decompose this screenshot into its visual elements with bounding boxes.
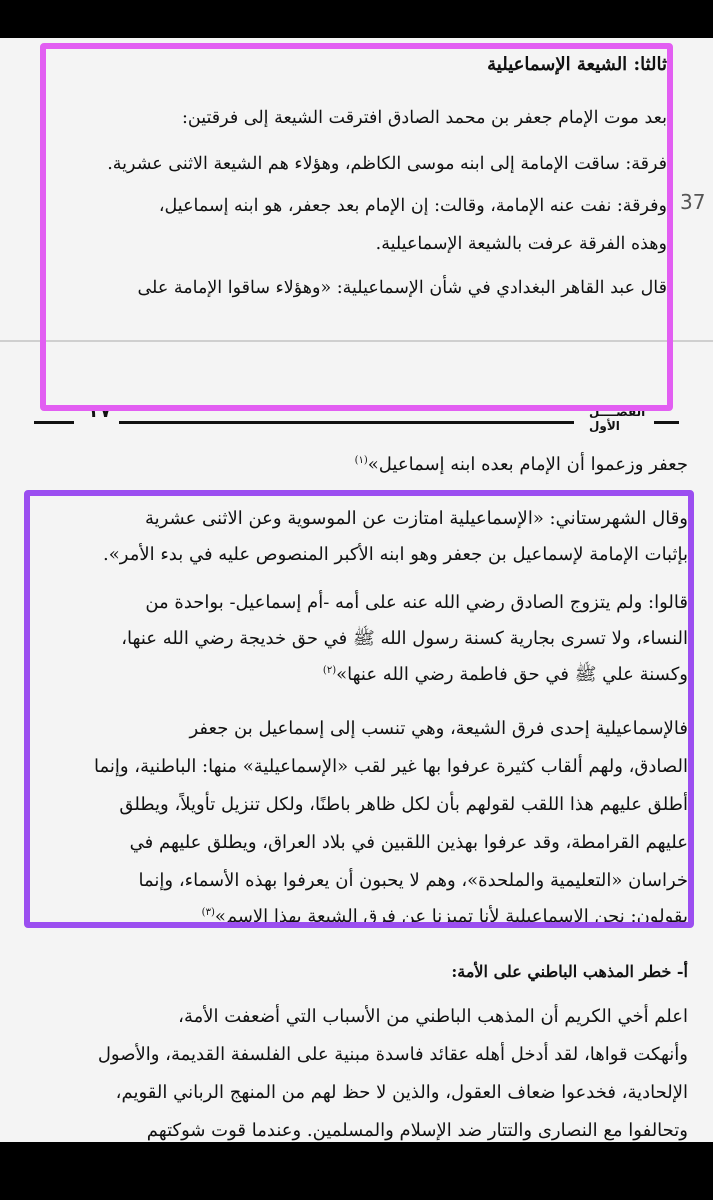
book-page bbox=[0, 38, 713, 1142]
chapter-title: الفصــــل الأول bbox=[589, 405, 646, 433]
continuation-line: جعفر وزعموا أن الإمام بعده ابنه إسماعيل»$^{(١)}$ bbox=[354, 454, 688, 475]
sub-heading: أ- خطر المذهب الباطني على الأمة: bbox=[451, 962, 688, 981]
header-rule bbox=[34, 421, 74, 424]
header-rule bbox=[119, 421, 574, 424]
text-line: قالوا: ولم يتزوج الصادق رضي الله عنه على أمه -أم إسماعيل- بواحدة من bbox=[145, 592, 688, 613]
text-line: وأنهكت قواها، لقد أدخل أهله عقائد فاسدة مبنية على الفلسفة القديمة، والأصول bbox=[97, 1044, 688, 1065]
text-line: وقال الشهرستاني: «الإسماعيلية امتازت عن الموسوية وعن الاثنى عشرية bbox=[144, 508, 688, 529]
running-header bbox=[34, 402, 679, 433]
text-line: بإثبات الإمامة لإسماعيل بن جعفر وهو ابنه الأكبر المنصوص عليه في بدء الأمر». bbox=[103, 544, 688, 565]
footnote-ref: (٣) bbox=[201, 907, 215, 918]
text-line: خراسان «التعليمية والملحدة»، وهم لا يحبون أن يعرفوا بهذه الأسماء، وإنما bbox=[138, 870, 688, 891]
text-line: فالإسماعيلية إحدى فرق الشيعة، وهي تنسب إلى إسماعيل بن جعفر bbox=[189, 718, 688, 739]
text-line: النساء، ولا تسرى بجارية كسنة رسول الله ﷺ في حق خديجة رضي الله عنها، bbox=[121, 628, 688, 649]
text-line: وتحالفوا مع النصارى والتتار ضد الإسلام والمسلمين. وعندما قوت شوكتهم bbox=[146, 1120, 688, 1141]
section-heading: ثالثا: الشيعة الإسماعيلية bbox=[487, 54, 667, 75]
text-line: فرقة: ساقت الإمامة إلى ابنه موسى الكاظم، وهؤلاء هم الشيعة الاثنى عشرية. bbox=[107, 154, 667, 174]
footnote-ref: (٢) bbox=[322, 665, 337, 676]
text-line: عليهم القرامطة، وقد عرفوا بهذين اللقبين في بلاد العراق، ويطلق عليهم في bbox=[129, 832, 688, 853]
text-line: وهذه الفرقة عرفت بالشيعة الإسماعيلية. bbox=[375, 234, 667, 254]
page-number: ٣٧ bbox=[90, 402, 111, 422]
text-line: الصادق، ولهم ألقاب كثيرة عرفوا بها غير لقب «الإسماعيلية» منها: الباطنية، وإنما bbox=[93, 756, 688, 777]
text-line: الإلحادية، فخدعوا ضعاف العقول، والذين لا حظ لهم من المنهج الرباني القويم، bbox=[115, 1082, 688, 1103]
text-line: وفرقة: نفت عنه الإمامة، وقالت: إن الإمام بعد جعفر، هو ابنه إسماعيل، bbox=[158, 196, 667, 216]
text-line: أطلق عليهم هذا اللقب لقولهم بأن لكل ظاهر باطنًا، ولكل تنزيل تأويلاً، ويطلق bbox=[119, 794, 688, 815]
text-line: بعد موت الإمام جعفر بن محمد الصادق افترقت الشيعة إلى فرقتين: bbox=[182, 108, 667, 128]
header-rule bbox=[654, 421, 679, 424]
text-line: قال عبد القاهر البغدادي في شأن الإسماعيلية: «وهؤلاء ساقوا الإمامة على bbox=[137, 278, 667, 298]
side-page-number: 37 bbox=[680, 190, 706, 214]
text-line: اعلم أخي الكريم أن المذهب الباطني من الأسباب التي أضعفت الأمة، bbox=[178, 1006, 688, 1027]
footnote-ref: (١) bbox=[354, 455, 368, 466]
text-line: وكسنة علي ﷺ في حق فاطمة رضي الله عنها»$^{(٢)}$ bbox=[322, 664, 688, 685]
text-line: يقولون: نحن الإسماعيلية لأنا تميزنا عن فرق الشيعة بهذا الاسم»$^{(٣)}$ bbox=[201, 906, 688, 927]
page-divider bbox=[0, 340, 713, 342]
